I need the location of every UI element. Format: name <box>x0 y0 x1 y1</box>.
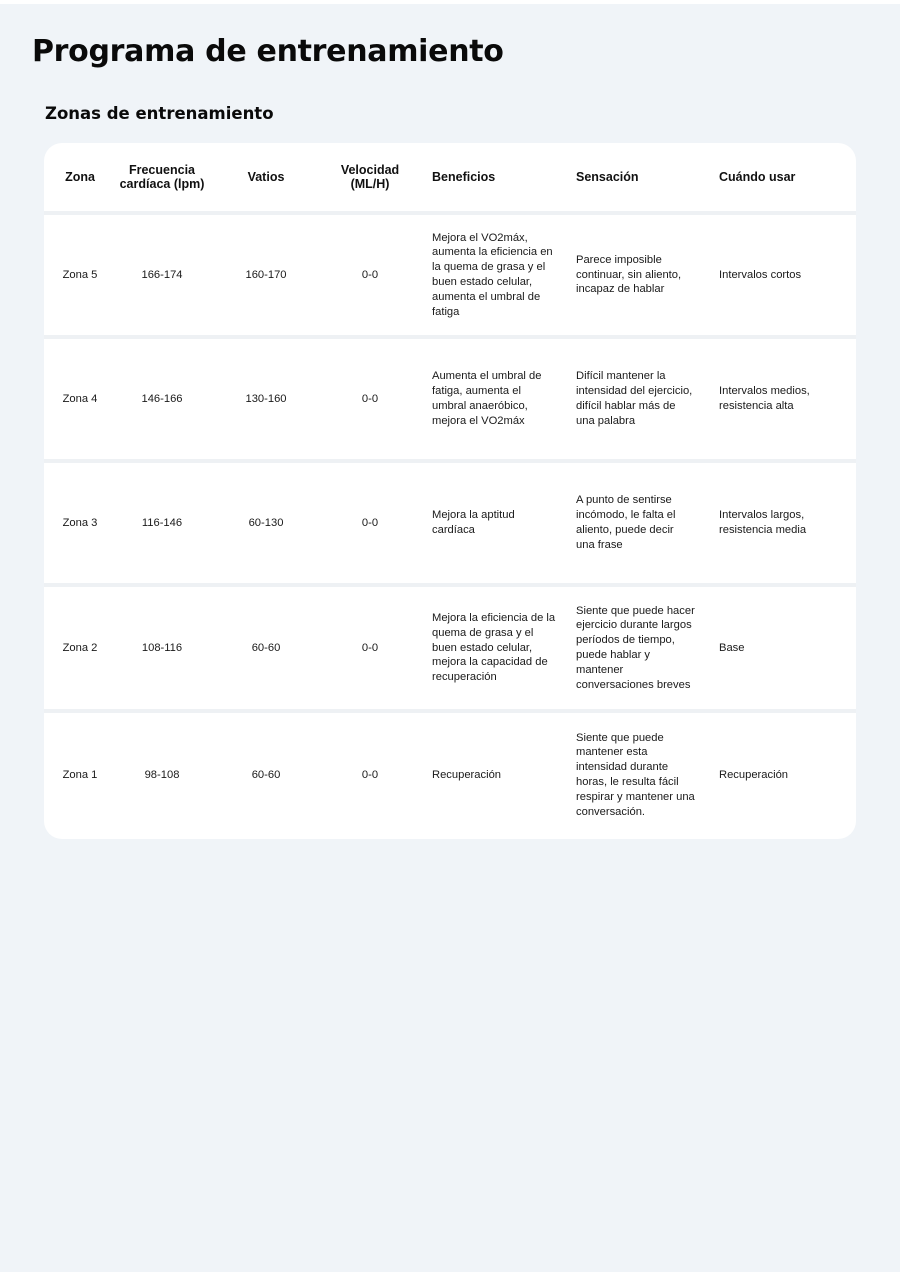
cell-cuando: Base <box>703 585 856 711</box>
cell-frecuencia: 116-146 <box>116 461 208 585</box>
cell-sensacion: Parece imposible continuar, sin aliento, incapaz de hablar <box>560 213 703 337</box>
cell-zona: Zona 5 <box>44 213 116 337</box>
top-edge <box>0 0 900 4</box>
cell-frecuencia: 98-108 <box>116 711 208 837</box>
table-header-row <box>44 143 856 213</box>
cell-cuando: Recuperación <box>703 711 856 837</box>
cell-frecuencia: 146-166 <box>116 337 208 461</box>
cell-sensacion: A punto de sentirse incómodo, le falta el aliento, puede decir una frase <box>560 461 703 585</box>
cell-beneficios: Mejora el VO2máx, aumenta la eficiencia en la quema de grasa y el buen estado celular, aumenta el umbral de fatiga <box>416 213 560 337</box>
cell-beneficios: Aumenta el umbral de fatiga, aumenta el umbral anaeróbico, mejora el VO2máx <box>416 337 560 461</box>
header-cuando: Cuándo usar <box>719 170 796 184</box>
table-row <box>44 213 856 337</box>
section-title: Zonas de entrenamiento <box>45 104 274 123</box>
training-zones-table <box>44 143 856 837</box>
cell-frecuencia: 166-174 <box>116 213 208 337</box>
header-beneficios: Beneficios <box>432 170 496 184</box>
header-frecuencia: Frecuencia cardíaca (lpm) <box>119 163 205 191</box>
cell-cuando: Intervalos largos, resistencia media <box>703 461 856 585</box>
table-row <box>44 461 856 585</box>
cell-vatios: 160-170 <box>208 213 324 337</box>
cell-velocidad: 0-0 <box>324 337 416 461</box>
cell-sensacion: Difícil mantener la intensidad del ejercicio, difícil hablar más de una palabra <box>560 337 703 461</box>
training-zones-card <box>44 143 856 839</box>
cell-beneficios: Mejora la eficiencia de la quema de grasa y el buen estado celular, mejora la capacidad de recuperación <box>416 585 560 711</box>
cell-zona: Zona 3 <box>44 461 116 585</box>
table-row <box>44 711 856 837</box>
cell-zona: Zona 1 <box>44 711 116 837</box>
header-zona: Zona <box>65 170 95 184</box>
cell-frecuencia: 108-116 <box>116 585 208 711</box>
cell-sensacion: Siente que puede hacer ejercicio durante largos períodos de tiempo, puede hablar y mantener conversaciones breves <box>560 585 703 711</box>
table-row <box>44 585 856 711</box>
table-row <box>44 337 856 461</box>
cell-zona: Zona 2 <box>44 585 116 711</box>
cell-cuando: Intervalos medios, resistencia alta <box>703 337 856 461</box>
cell-zona: Zona 4 <box>44 337 116 461</box>
header-sensacion: Sensación <box>576 170 639 184</box>
page-title: Programa de entrenamiento <box>32 34 504 69</box>
cell-vatios: 60-130 <box>208 461 324 585</box>
cell-vatios: 60-60 <box>208 585 324 711</box>
cell-velocidad: 0-0 <box>324 711 416 837</box>
header-velocidad: Velocidad (ML/H) <box>340 163 400 191</box>
cell-velocidad: 0-0 <box>324 213 416 337</box>
cell-beneficios: Mejora la aptitud cardíaca <box>416 461 560 585</box>
cell-vatios: 60-60 <box>208 711 324 837</box>
cell-velocidad: 0-0 <box>324 461 416 585</box>
cell-cuando: Intervalos cortos <box>703 213 856 337</box>
cell-sensacion: Siente que puede mantener esta intensidad durante horas, le resulta fácil respirar y mantener una conversación. <box>560 711 703 837</box>
cell-velocidad: 0-0 <box>324 585 416 711</box>
cell-vatios: 130-160 <box>208 337 324 461</box>
header-vatios: Vatios <box>247 170 285 184</box>
cell-beneficios: Recuperación <box>416 711 560 837</box>
